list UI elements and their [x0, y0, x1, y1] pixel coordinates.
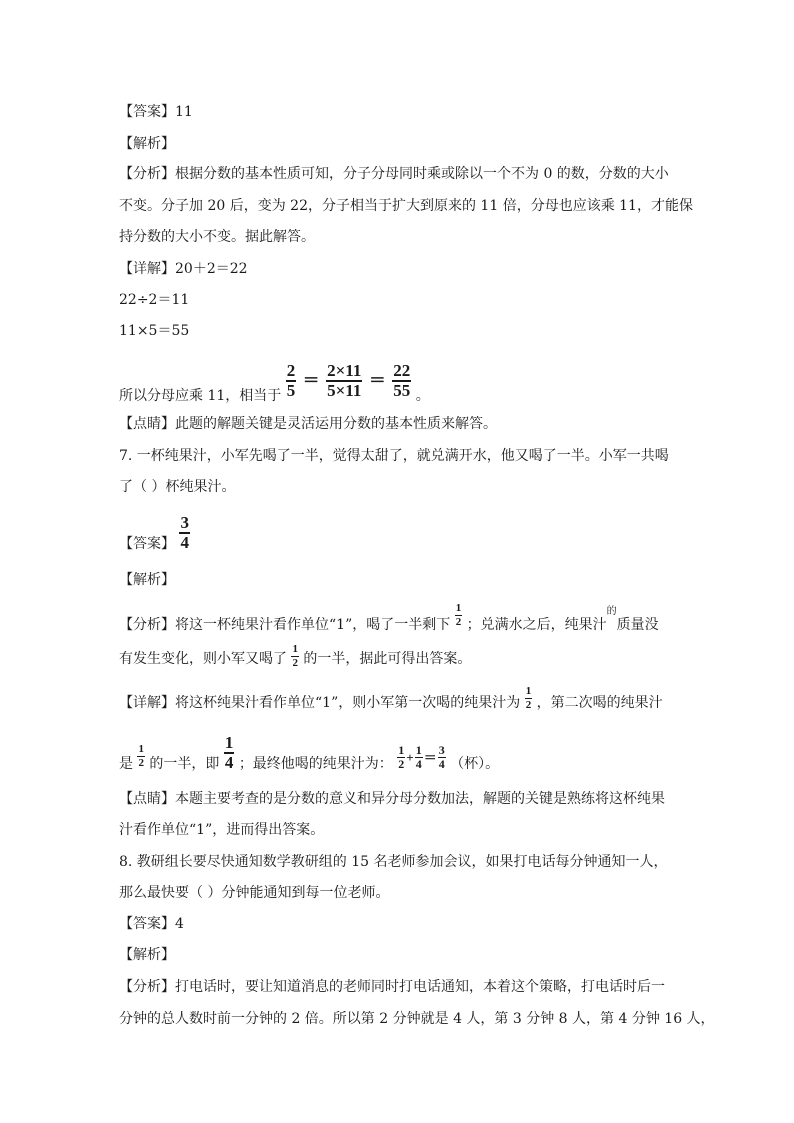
fraction-1-2: $\frac{1}{2}$: [525, 685, 532, 711]
analysis-q6-line1: 【分析】根据分数的基本性质可知，分子分母同时乘或除以一个不为 0 的数，分数的大小: [119, 166, 669, 182]
comment-q7-line1: 【点睛】本题主要考查的是分数的意义和异分母分数加法，解题的关键是熟练将这杯纯果: [119, 791, 665, 807]
analysis-q6-line2: 不变。分子加 20 后，变为 22，分子相当于扩大到原来的 11 倍，分母也应该乘 11，才能保: [119, 198, 693, 214]
analysis-q6-line3: 持分数的大小不变。据此解答。: [119, 229, 315, 245]
detail-q7-line1: 【详解】将这杯纯果汁看作单位“1”，则小军第一次喝的纯果汁为 $\frac{1}{2}$ ，第二次喝的纯果汁: [119, 685, 663, 711]
answer-q6: 【答案】11: [119, 104, 193, 120]
equals-sign: ＝: [423, 749, 437, 765]
fraction-2x11-5x11: $\frac{2\times 11}{5\times 11}$: [327, 360, 362, 400]
comment-q7-line2: 汁看作单位“1”，进而得出答案。: [119, 822, 325, 838]
analysis-heading-q8: 【解析】: [119, 947, 175, 963]
detail-q6-conclusion: [119, 357, 430, 405]
detail-q6-step2: 22÷2＝11: [119, 292, 190, 308]
period: 。: [415, 388, 430, 404]
sum-fraction-3-4: $\frac{3}{4}$: [438, 743, 445, 771]
answer-q7: [119, 514, 190, 553]
equals-sign: ＝: [368, 371, 386, 390]
fraction-1-4: $\frac{1}{4}$: [224, 733, 234, 772]
fraction-1-2: $\frac{1}{2}$: [292, 643, 298, 669]
analysis-q8-line1: 【分析】打电话时，要让知道消息的老师同时打电话通知，本着这个策略，打电话时后一: [119, 979, 665, 995]
question-7-line2: 了（ ）杯纯果汁。: [119, 479, 236, 495]
fraction-3-4: $\frac{3}{4}$: [180, 513, 189, 552]
answer-q8: 【答案】4: [119, 916, 184, 932]
conclusion-text: 所以分母应乘 11，相当于: [119, 388, 282, 404]
detail-q6-step3: 11×5＝55: [119, 323, 190, 339]
sum-fraction-1-4: $\frac{1}{4}$: [415, 743, 422, 771]
fraction-1-2: $\frac{1}{2}$: [138, 743, 144, 769]
comment-q6: 【点睛】此题的解题关键是灵活运用分数的基本性质来解答。: [119, 416, 497, 432]
analysis-q7-line2: 有发生变化，则小军又喝了 $\frac{1}{2}$ 的一半，据此可得出答案。: [119, 643, 472, 669]
plus-sign: +: [406, 749, 414, 765]
sum-fraction-1-2: $\frac{1}{2}$: [398, 743, 405, 771]
question-8-line1: 8. 教研组长要尽快通知数学教研组的 15 名老师参加会议，如果打电话每分钟通知一人，: [119, 854, 668, 870]
equals-sign: ＝: [302, 371, 320, 390]
fraction-22-55: $\frac{22}{55}$: [393, 360, 411, 400]
analysis-heading-q7: 【解析】: [119, 572, 175, 588]
analysis-q7-line1: 【分析】将这一杯纯果汁看作单位“1”，喝了一半剩下 $\frac{1}{2}$ ；兑满水之后，纯果汁$^的$质量没: [119, 602, 659, 633]
analysis-heading-q6: 【解析】: [119, 136, 175, 152]
detail-q7-line2: 是 $\frac{1}{2}$ 的一半，即 $\frac{1}{4}$ ；最终他喝的纯果汁为： $\frac{1}{2}$ + $\frac{1}{4}$ ＝ $\frac{3}{4}$ （杯）。: [119, 733, 500, 772]
fraction-1-2: $\frac{1}{2}$: [455, 602, 462, 628]
fraction-2-5: $\frac{2}{5}$: [286, 360, 296, 400]
question-7-line1: 7. 一杯纯果汁，小军先喝了一半，觉得太甜了，就兑满开水，他又喝了一半。小军一共喝: [119, 448, 669, 464]
detail-q6-step1: 【详解】20＋2＝22: [119, 261, 248, 277]
analysis-q8-line2: 分钟的总人数时前一分钟的 2 倍。所以第 2 分钟就是 4 人，第 3 分钟 8 人，第 4 分钟 16 人，: [119, 1011, 715, 1027]
answer-label: 【答案】: [119, 535, 175, 552]
question-8-line2: 那么最快要（ ）分钟能通知到每一位老师。: [119, 885, 390, 901]
